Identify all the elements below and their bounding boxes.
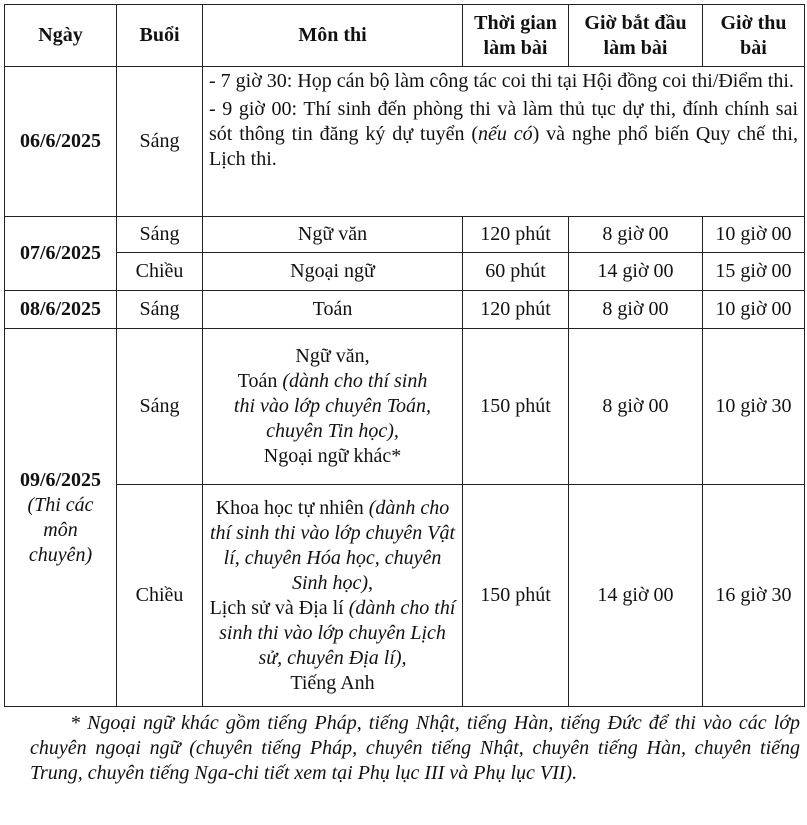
footnote-text: * Ngoại ngữ khác gồm tiếng Pháp, tiếng Nhật, tiếng Hàn, tiếng Đức để thi vào các lớp chuyên ngoại ngữ (chuyên tiếng Pháp, chuyên tiếng Nhật, chuyên tiếng Hàn, chuyên tiếng Trung, chuyên tiếng Nga-chi tiết xem tại Phụ lục III và Phụ lục VII).: [30, 712, 800, 784]
collect-cell: 10 giờ 00: [703, 291, 805, 329]
duration-cell: 150 phút: [463, 329, 569, 485]
note-line: - 7 giờ 30: Họp cán bộ làm công tác coi thi tại Hội đồng coi thi/Điểm thi.: [209, 70, 794, 92]
date-cell: [5, 329, 117, 707]
header-date: Ngày: [5, 5, 117, 67]
exam-schedule-table: [4, 4, 805, 707]
table-row: [5, 217, 805, 253]
date-text: 09/6/2025: [19, 468, 102, 491]
subject-cell: Ngoại ngữ: [203, 253, 463, 291]
session-cell: Sáng: [117, 291, 203, 329]
subject-cell: [203, 485, 463, 707]
collect-cell: 15 giờ 00: [703, 253, 805, 291]
duration-cell: 150 phút: [463, 485, 569, 707]
subject-cell: Toán: [203, 291, 463, 329]
collect-cell: 16 giờ 30: [703, 485, 805, 707]
table-row: [5, 253, 805, 291]
subject-cell: [203, 329, 463, 485]
start-cell: 14 giờ 00: [569, 253, 703, 291]
date-cell: 08/6/2025: [5, 291, 117, 329]
header-subject: Môn thi: [203, 5, 463, 67]
duration-cell: 60 phút: [463, 253, 569, 291]
start-cell: 14 giờ 00: [569, 485, 703, 707]
session-cell: Sáng: [117, 217, 203, 253]
day1-notes: [203, 67, 805, 217]
subject-line: Ngoại ngữ khác*: [263, 445, 402, 467]
session-cell: Chiều: [117, 485, 203, 707]
start-cell: 8 giờ 00: [569, 291, 703, 329]
note-line: - 9 giờ 00: Thí sinh đến phòng thi và làm thủ tục dự thi, đính chính sai sót thông tin đăng ký dự tuyển (nếu có) và nghe phổ biến Quy chế thi, Lịch thi.: [209, 98, 798, 170]
subject-line: Toán (dành cho thí sinh thi vào lớp chuyên Toán, chuyên Tin học),: [233, 370, 432, 442]
subject-cell: Ngữ văn: [203, 217, 463, 253]
header-collect: Giờ thu bài: [703, 5, 805, 67]
table-row: [5, 485, 805, 707]
duration-cell: 120 phút: [463, 291, 569, 329]
header-session: Buổi: [117, 5, 203, 67]
start-cell: 8 giờ 00: [569, 217, 703, 253]
header-duration: Thời gian làm bài: [463, 5, 569, 67]
table-row: [5, 291, 805, 329]
subject-line: Lịch sử và Địa lí (dành cho thí sinh thi vào lớp chuyên Lịch sử, chuyên Địa lí),: [209, 596, 456, 669]
collect-cell: 10 giờ 30: [703, 329, 805, 485]
session-cell: Chiều: [117, 253, 203, 291]
subject-line: Khoa học tự nhiên (dành cho thí sinh thi vào lớp chuyên Vật lí, chuyên Hóa học, chuyên Sinh học),: [209, 496, 456, 594]
header-start: Giờ bắt đầu làm bài: [569, 5, 703, 67]
date-cell: 06/6/2025: [5, 67, 117, 217]
subject-line: Ngữ văn,: [295, 345, 370, 367]
duration-cell: 120 phút: [463, 217, 569, 253]
table-row: [5, 329, 805, 485]
start-cell: 8 giờ 00: [569, 329, 703, 485]
date-cell: 07/6/2025: [5, 217, 117, 291]
subject-line: Tiếng Anh: [290, 671, 375, 694]
header-row: [5, 5, 805, 67]
session-cell: Sáng: [117, 67, 203, 217]
collect-cell: 10 giờ 00: [703, 217, 805, 253]
footnote: [30, 711, 800, 786]
table-row: [5, 67, 805, 217]
session-cell: Sáng: [117, 329, 203, 485]
date-note: (Thi các môn chuyên): [27, 493, 94, 566]
